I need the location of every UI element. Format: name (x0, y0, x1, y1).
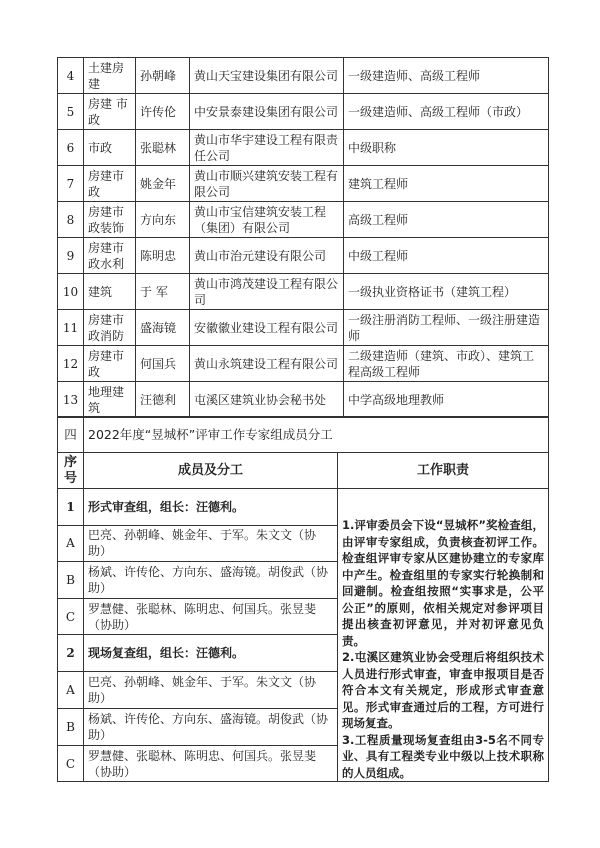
section-heading-row (58, 417, 549, 453)
subgroup-seq: B (58, 561, 84, 598)
expert-assignment-table (57, 416, 549, 782)
expert-field: 地理建筑 (84, 382, 136, 418)
subgroup-members: 杨斌、许传伦、方向东、盛海镜。胡俊武（协助） (84, 709, 338, 746)
group-title: 现场复查组，组长：汪德利。 (84, 635, 338, 672)
expert-company: 安徽徽业建设工程有限公司 (190, 310, 344, 346)
expert-company: 中安景泰建设集团有限公司 (190, 94, 344, 130)
expert-field: 房建市政消防 (84, 310, 136, 346)
expert-title: 一级建造师、高级工程师 (344, 58, 549, 94)
expert-number: 4 (58, 58, 84, 94)
expert-title: 中级工程师 (344, 238, 549, 274)
expert-field: 建筑 (84, 274, 136, 310)
expert-name: 汪德利 (136, 382, 190, 418)
expert-company: 黄山市治元建设有限公司 (190, 238, 344, 274)
expert-number: 12 (58, 346, 84, 382)
expert-field: 房建市政装饰 (84, 202, 136, 238)
section-number: 四 (58, 417, 84, 453)
expert-number: 11 (58, 310, 84, 346)
column-header-row (58, 453, 549, 489)
section-title: 2022年度“昱城杯”评审工作专家组成员分工 (84, 417, 549, 453)
subgroup-seq: A (58, 672, 84, 709)
subgroup-members: 罗慧健、张聪林、陈明忠、何国兵。张昱斐（协助） (84, 598, 338, 635)
expert-name: 于 军 (136, 274, 190, 310)
subgroup-seq: C (58, 598, 84, 635)
subgroup-members: 杨斌、许传伦、方向东、盛海镜。胡俊武（协助） (84, 561, 338, 598)
expert-number: 5 (58, 94, 84, 130)
expert-field: 房建 市政 (84, 94, 136, 130)
expert-name: 姚金年 (136, 166, 190, 202)
expert-row (58, 166, 549, 202)
expert-row (58, 346, 549, 382)
expert-title: 一级注册消防工程师、一级注册建造师 (344, 310, 549, 346)
expert-row (58, 310, 549, 346)
expert-number: 8 (58, 202, 84, 238)
subgroup-members: 巴亮、孙朝峰、姚金年、于军。朱文文（协助） (84, 672, 338, 709)
expert-list-table (57, 57, 549, 418)
expert-name: 陈明忠 (136, 238, 190, 274)
expert-company: 黄山永筑建设工程有限公司 (190, 346, 344, 382)
expert-number: 13 (58, 382, 84, 418)
expert-company: 黄山市顺兴建筑安装工程有限公司 (190, 166, 344, 202)
expert-title: 建筑工程师 (344, 166, 549, 202)
duties-cell (338, 489, 549, 782)
group-title: 形式审查组，组长：汪德利。 (84, 489, 338, 526)
expert-row (58, 130, 549, 166)
expert-company: 屯溪区建筑业协会秘书处 (190, 382, 344, 418)
expert-title: 一级建造师、高级工程师（市政） (344, 94, 549, 130)
expert-row (58, 94, 549, 130)
expert-number: 6 (58, 130, 84, 166)
expert-name: 张聪林 (136, 130, 190, 166)
expert-name: 许传伦 (136, 94, 190, 130)
expert-name: 盛海镜 (136, 310, 190, 346)
expert-company: 黄山天宝建设集团有限公司 (190, 58, 344, 94)
header-duties: 工作职责 (338, 453, 549, 489)
duty-paragraph: 1.评审委员会下设“昱城杯”奖检查组，由评审专家组成，负责核查初评工作。检查组评审专家从区建协建立的专家库中产生。检查组里的专家实行轮换制和回避制。检查组按照“实事求是，公平公正”的原则，依相关规定对参评项目提出核查初评意见，并对初评意见负责。 (342, 518, 545, 648)
expert-field: 房建市政 (84, 346, 136, 382)
expert-company: 黄山市鸿茂建设工程有限公司 (190, 274, 344, 310)
expert-name: 孙朝峰 (136, 58, 190, 94)
duty-paragraph: 2.屯溪区建筑业协会受理后将组织技术人员进行形式审查，审查申报项目是否符合本文有关规定，形成形式审查意见。形式审查通过后的工程，方可进行现场复查。 (342, 650, 545, 730)
expert-title: 中级职称 (344, 130, 549, 166)
expert-title: 中学高级地理教师 (344, 382, 549, 418)
expert-title: 一级执业资格证书（建筑工程） (344, 274, 549, 310)
expert-company: 黄山市宝信建筑安装工程（集团）有限公司 (190, 202, 344, 238)
expert-row (58, 58, 549, 94)
subgroup-seq: B (58, 709, 84, 746)
expert-name: 何国兵 (136, 346, 190, 382)
expert-row (58, 382, 549, 418)
expert-title: 高级工程师 (344, 202, 549, 238)
group-seq: 1 (58, 489, 84, 526)
duty-paragraph: 3.工程质量现场复查组由3-5名不同专业、具有工程类专业中级以上技术职称的人员组成。 (342, 732, 545, 780)
subgroup-seq: C (58, 746, 84, 782)
header-seq: 序号 (58, 453, 84, 489)
expert-number: 7 (58, 166, 84, 202)
subgroup-seq: A (58, 525, 84, 561)
group-row (58, 489, 549, 526)
expert-field: 土建房建 (84, 58, 136, 94)
expert-title: 二级建造师（建筑、市政）、建筑工程高级工程师 (344, 346, 549, 382)
subgroup-members: 巴亮、孙朝峰、姚金年、于军。朱文文（协助） (84, 525, 338, 561)
header-members: 成员及分工 (84, 453, 338, 489)
expert-number: 10 (58, 274, 84, 310)
expert-field: 房建市政 (84, 166, 136, 202)
expert-row (58, 274, 549, 310)
expert-number: 9 (58, 238, 84, 274)
expert-company: 黄山市华宇建设工程有限责任公司 (190, 130, 344, 166)
expert-name: 方向东 (136, 202, 190, 238)
expert-field: 房建市政水利 (84, 238, 136, 274)
expert-field: 市政 (84, 130, 136, 166)
subgroup-members: 罗慧健、张聪林、陈明忠、何国兵。张昱斐（协助） (84, 746, 338, 782)
group-seq: 2 (58, 635, 84, 672)
expert-row (58, 238, 549, 274)
expert-row (58, 202, 549, 238)
